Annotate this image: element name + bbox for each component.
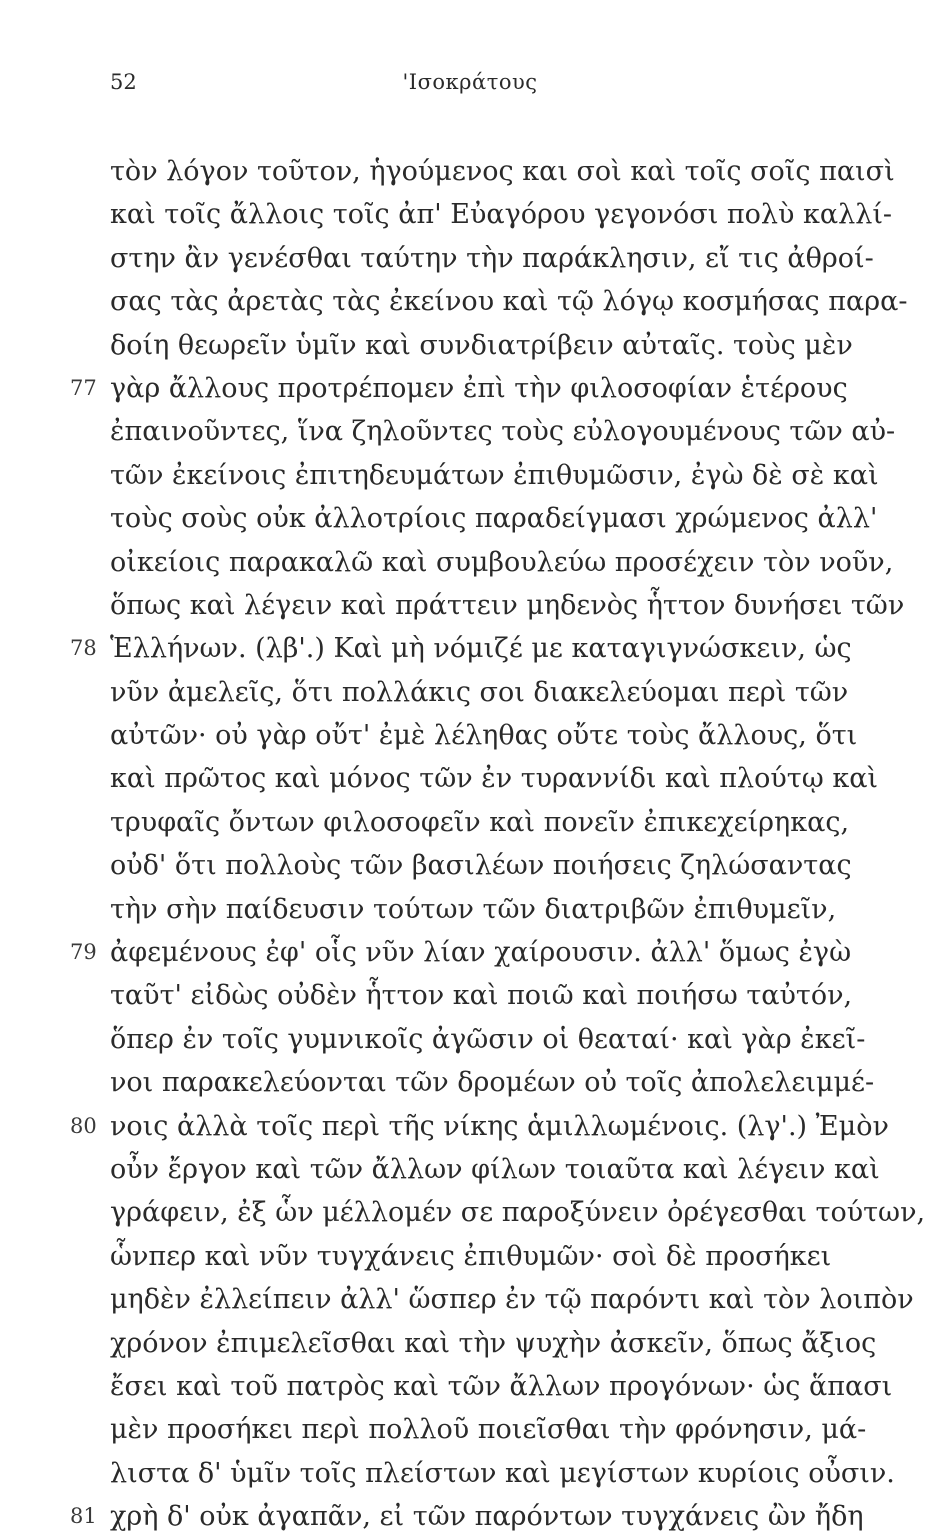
text-line (0, 757, 881, 800)
section-number: 81 (70, 1504, 97, 1529)
text-line (0, 671, 881, 714)
text-line (0, 324, 881, 367)
line-text: στην ἂν γενέσθαι ταύτην τὴν παράκλησιν, εἴ τις ἀθροί- (110, 242, 874, 274)
text-line (0, 844, 881, 887)
text-line (0, 1365, 893, 1408)
text-line (0, 888, 881, 931)
section-number: 77 (70, 375, 97, 400)
line-text: νῦν ἀμελεῖς, ὅτι πολλάκις σοι διακελεύομαι περὶ τῶν (110, 676, 849, 708)
line-text: ταῦτ' εἰδὼς οὐδὲν ἧττον καὶ ποιῶ καὶ ποιήσω ταὐτόν, (110, 980, 853, 1012)
line-text: χρὴ δ' οὐκ ἀγαπᾶν, εἰ τῶν παρόντων τυγχάνεις ὢν ἤδη (110, 1501, 864, 1533)
line-text: τὴν σὴν παίδευσιν τούτων τῶν διατριβῶν ἐπιθυμεῖν, (110, 893, 837, 925)
line-text: Ἑλλήνων. (λβ'.) Καὶ μὴ νόμιζέ με καταγιγνώσκειν, ὡς (110, 633, 852, 665)
text-line (0, 1322, 881, 1365)
text-line (0, 1018, 881, 1061)
page-header (110, 70, 830, 110)
text-line (0, 280, 908, 323)
line-text: ὅπερ ἐν τοῖς γυμνικοῖς ἀγῶσιν οἱ θεαταί· καὶ γὰρ ἐκεῖ- (110, 1023, 866, 1055)
text-line (0, 1495, 881, 1538)
line-text: καὶ πρῶτος καὶ μόνος τῶν ἐν τυραννίδι καὶ πλούτῳ καὶ (110, 763, 879, 795)
line-text: ἀφεμένους ἐφ' οἷς νῦν λίαν χαίρουσιν. ἀλλ' ὅμως ἐγὼ (110, 937, 852, 969)
line-text: αὐτῶν· οὐ γὰρ οὔτ' ἐμὲ λέληθας οὔτε τοὺς ἄλλους, ὅτι (110, 720, 858, 752)
line-text: ἐπαινοῦντες, ἵνα ζηλοῦντες τοὺς εὐλογουμένους τῶν αὐ- (110, 416, 896, 448)
line-text: χρόνον ἐπιμελεῖσθαι καὶ τὴν ψυχὴν ἀσκεῖν, ὅπως ἄξιος (110, 1327, 877, 1359)
line-text: ἔσει καὶ τοῦ πατρὸς καὶ τῶν ἄλλων προγόνων· ὡς ἅπασι (110, 1370, 893, 1402)
line-text: γράφειν, ἐξ ὧν μέλλομέν σε παροξύνειν ὀρέγεσθαι τούτων, (110, 1197, 925, 1229)
section-number: 78 (70, 636, 97, 661)
text-line (0, 1105, 889, 1148)
text-body (0, 150, 925, 1539)
text-line (0, 714, 881, 757)
line-text: δοίη θεωρεῖν ὑμῖν καὶ συνδιατρίβειν αὐταῖς. τοὺς μὲν (110, 329, 853, 361)
text-line (0, 1452, 895, 1495)
text-line (0, 584, 905, 627)
line-text: μὲν προσήκει περὶ πολλοῦ ποιεῖσθαι τὴν φρόνησιν, μά- (110, 1414, 867, 1446)
text-line (0, 150, 895, 193)
line-text: ὅπως καὶ λέγειν καὶ πράττειν μηδενὸς ἧττον δυνήσει τῶν (110, 589, 905, 621)
text-line (0, 367, 881, 410)
text-line (0, 1061, 881, 1104)
text-line (0, 454, 881, 497)
text-line (0, 931, 881, 974)
line-text: σας τὰς ἀρετὰς τὰς ἐκείνου καὶ τῷ λόγῳ κοσμήσας παρα- (110, 286, 908, 318)
line-text: καὶ τοῖς ἄλλοις τοῖς ἀπ' Εὐαγόρου γεγονόσι πολὺ καλλί- (110, 199, 893, 231)
line-text: τῶν ἐκείνοις ἐπιτηδευμάτων ἐπιθυμῶσιν, ἐγὼ δὲ σὲ καὶ (110, 459, 879, 491)
text-line (0, 193, 893, 236)
line-text: οἰκείοις παρακαλῶ καὶ συμβουλεύω προσέχειν τὸν νοῦν, (110, 546, 894, 578)
page-number: 52 (110, 70, 137, 94)
text-line (0, 497, 881, 540)
text-line (0, 1408, 881, 1451)
section-number: 80 (70, 1113, 97, 1138)
text-line (0, 410, 896, 453)
line-text: ὧνπερ καὶ νῦν τυγχάνεις ἐπιθυμῶν· σοὶ δὲ προσήκει (110, 1240, 832, 1272)
text-line (0, 974, 881, 1017)
section-number: 79 (70, 940, 97, 965)
running-head: 'Ισοκράτους (402, 70, 538, 94)
text-line (0, 1148, 881, 1191)
line-text: νοι παρακελεύονται τῶν δρομέων οὐ τοῖς ἀπολελειμμέ- (110, 1067, 875, 1099)
line-text: νοις ἀλλὰ τοῖς περὶ τῆς νίκης ἁμιλλωμένοις. (λγ'.) Ἐμὸν (110, 1110, 889, 1142)
text-line (0, 237, 881, 280)
text-line (0, 1235, 881, 1278)
line-text: οὐδ' ὅτι πολλοὺς τῶν βασιλέων ποιήσεις ζηλώσαντας (110, 850, 852, 882)
text-line (0, 1278, 914, 1321)
line-text: τρυφαῖς ὄντων φιλοσοφεῖν καὶ πονεῖν ἐπικεχείρηκας, (110, 806, 850, 838)
line-text: οὖν ἔργον καὶ τῶν ἄλλων φίλων τοιαῦτα καὶ λέγειν καὶ (110, 1153, 880, 1185)
line-text: μηδὲν ἐλλείπειν ἀλλ' ὥσπερ ἐν τῷ παρόντι καὶ τὸν λοιπὸν (110, 1284, 914, 1316)
text-line (0, 627, 881, 670)
text-line (0, 1191, 925, 1234)
text-line (0, 541, 894, 584)
line-text: τοὺς σοὺς οὐκ ἀλλοτρίοις παραδείγμασι χρώμενος ἀλλ' (110, 503, 878, 535)
text-line (0, 801, 881, 844)
line-text: τὸν λόγον τοῦτον, ἡγούμενος και σοὶ καὶ τοῖς σοῖς παισὶ (110, 156, 895, 187)
line-text: γὰρ ἄλλους προτρέπομεν ἐπὶ τὴν φιλοσοφίαν ἑτέρους (110, 372, 848, 404)
line-text: λιστα δ' ὑμῖν τοῖς πλείστων καὶ μεγίστων κυρίοις οὖσιν. (110, 1457, 895, 1489)
